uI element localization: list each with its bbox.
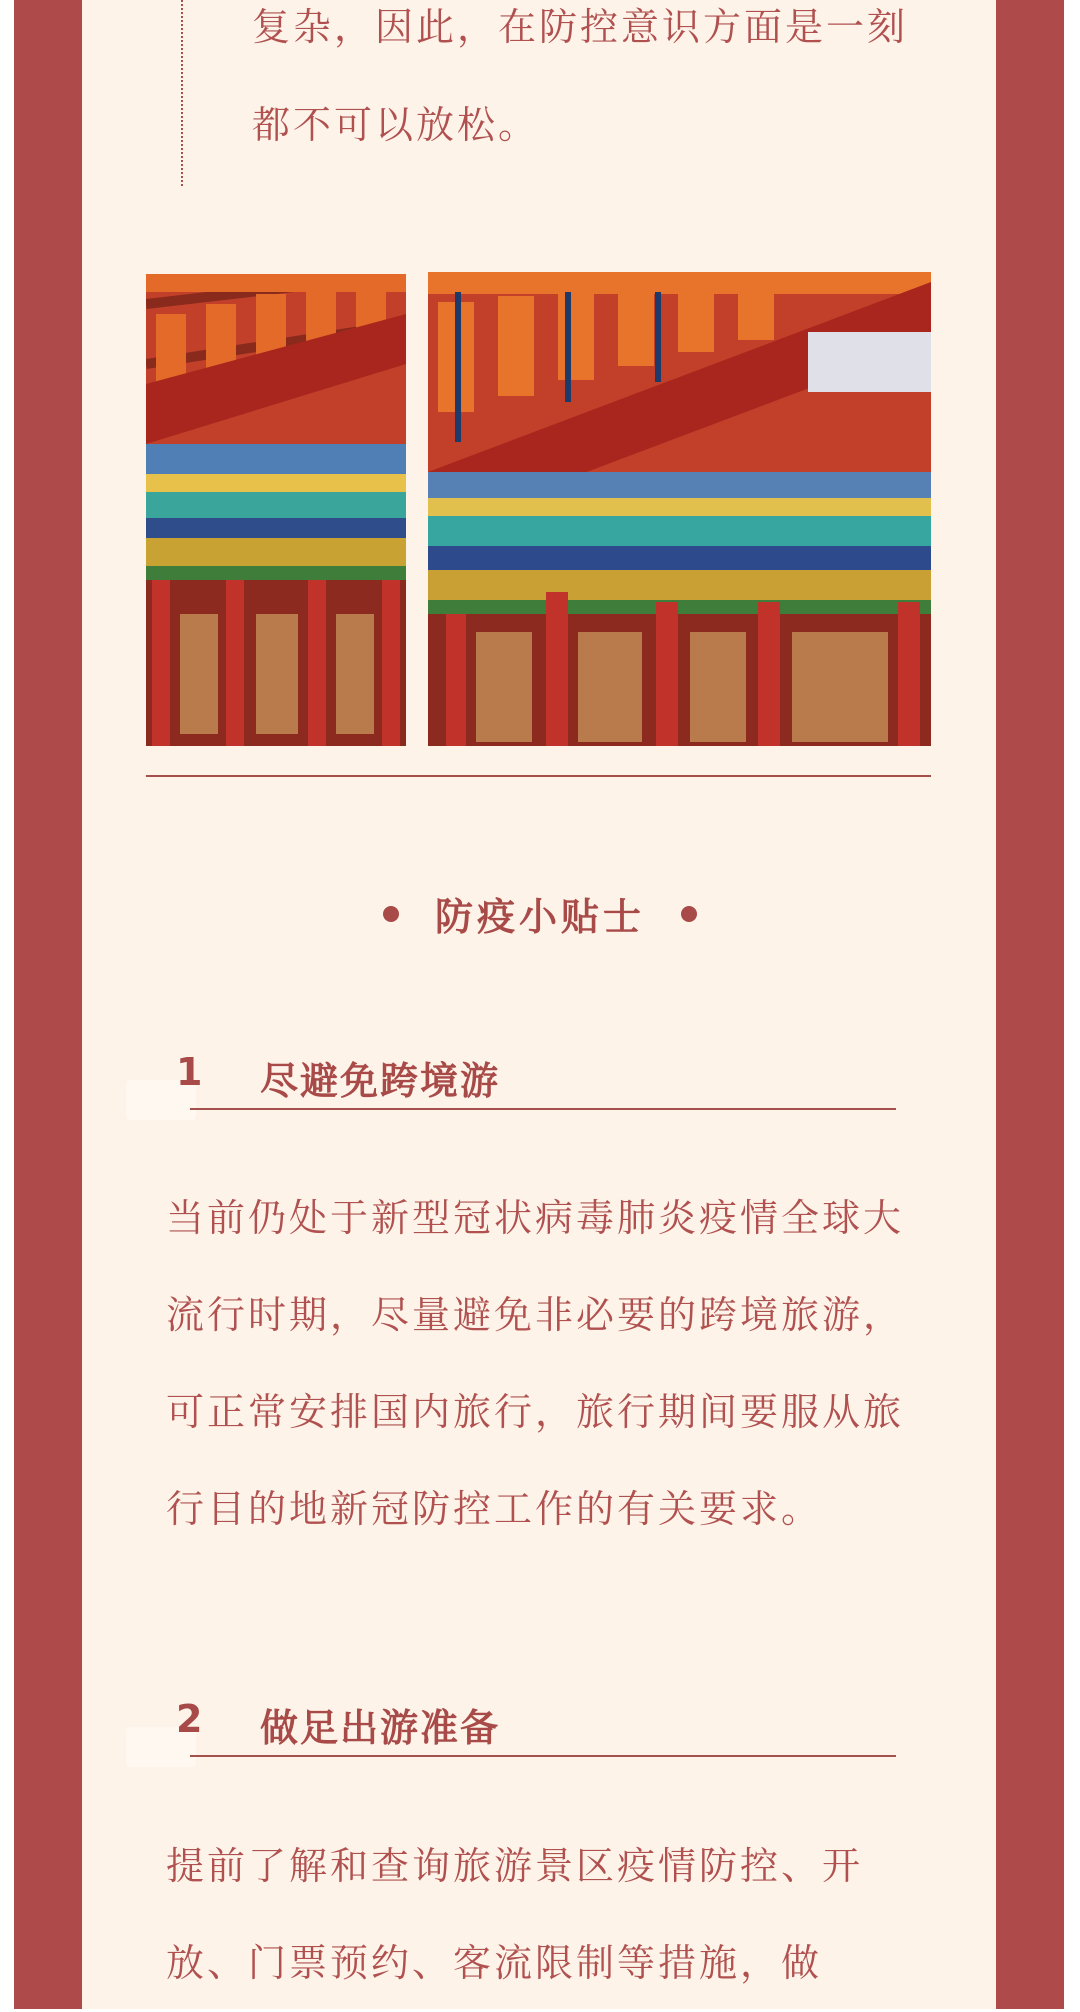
quote-divider xyxy=(181,0,183,186)
tip-number: 1 xyxy=(176,1050,203,1094)
bullet-dot-icon xyxy=(383,906,399,922)
tips-heading-label: 防疫小贴士 xyxy=(434,895,645,939)
tip-body-2: 提前了解和查询旅游景区疫情防控、开放、门票预约、客流限制等措施，做 xyxy=(166,1844,864,1985)
tip-body-1: 当前仍处于新型冠状病毒肺炎疫情全球大流行时期，尽量避免非必要的跨境旅游，可正常安排国内旅行，旅行期间要服从旅行目的地新冠防控工作的有关要求。 xyxy=(166,1196,905,1531)
tips-heading xyxy=(0,886,1080,941)
tip-title-2 xyxy=(0,1697,1080,1757)
tip-title-text: 尽避免跨境游 xyxy=(260,1059,501,1103)
title-underline xyxy=(190,1108,896,1110)
tip-number: 2 xyxy=(176,1697,203,1741)
title-underline xyxy=(190,1755,896,1757)
tip-title-1 xyxy=(0,1050,1080,1110)
intro-paragraph: 复杂，因此，在防控意识方面是一刻都不可以放松。 xyxy=(252,5,909,147)
palace-photo-left xyxy=(146,274,406,746)
section-divider xyxy=(146,775,931,777)
tip-title-text: 做足出游准备 xyxy=(260,1706,501,1750)
palace-photo-right xyxy=(428,272,931,746)
bullet-dot-icon xyxy=(681,906,697,922)
